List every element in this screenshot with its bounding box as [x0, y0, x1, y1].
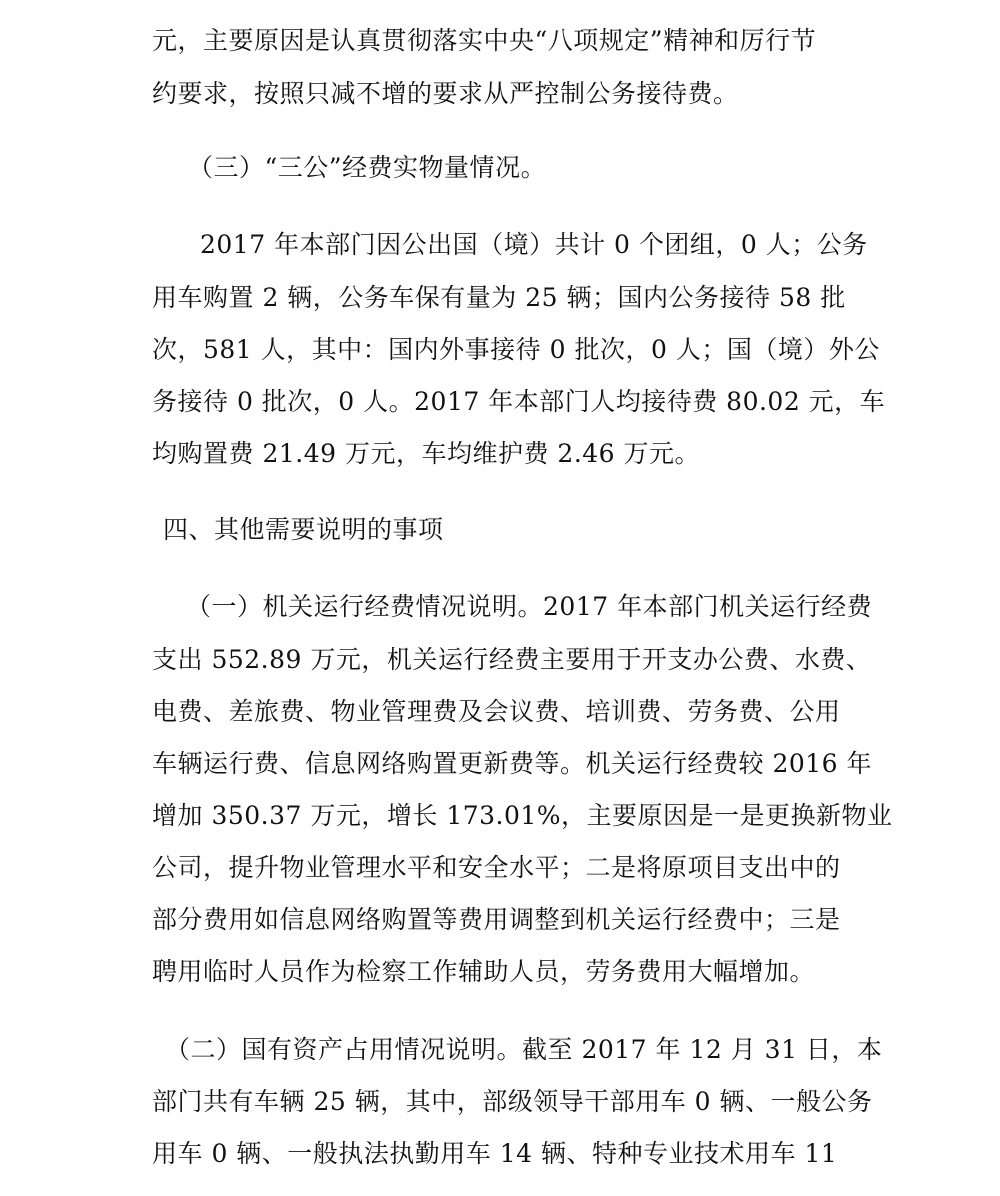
- text-line: 约要求，按照只减不增的要求从严控制公务接待费。: [152, 79, 739, 108]
- text-line: 元，主要原因是认真贯彻落实中央“八项规定”精神和厉行节: [152, 26, 817, 55]
- text-line: （一）机关运行经费情况说明。2017 年本部门机关运行经费: [186, 592, 873, 621]
- text-line: 用车购置 2 辆，公务车保有量为 25 辆；国内公务接待 58 批: [152, 283, 846, 312]
- text-line: 部门共有车辆 25 辆，其中，部级领导干部用车 0 辆、一般公务: [152, 1087, 873, 1116]
- section-heading: 四、其他需要说明的事项: [163, 515, 444, 544]
- text-line: 用车 0 辆、一般执法执勤用车 14 辆、特种专业技术用车 11: [152, 1139, 838, 1168]
- text-line: （二）国有资产占用情况说明。截至 2017 年 12 月 31 日，本: [165, 1035, 883, 1064]
- text-line: 2017 年本部门因公出国（境）共计 0 个团组，0 人；公务: [200, 230, 868, 259]
- text-line: 务接待 0 批次，0 人。2017 年本部门人均接待费 80.02 元，车: [152, 387, 886, 416]
- text-line: 支出 552.89 万元，机关运行经费主要用于开支办公费、水费、: [152, 645, 872, 674]
- text-line: 聘用临时人员作为检察工作辅助人员，劳务费用大幅增加。: [152, 957, 816, 986]
- text-line: 均购置费 21.49 万元，车均维护费 2.46 万元。: [152, 439, 701, 468]
- text-line: 公司，提升物业管理水平和安全水平；二是将原项目支出中的: [152, 853, 841, 882]
- text-line: 电费、差旅费、物业管理费及会议费、培训费、劳务费、公用: [152, 697, 841, 726]
- text-line: 次，581 人，其中：国内外事接待 0 批次，0 人；国（境）外公: [152, 335, 880, 364]
- text-line: 增加 350.37 万元，增长 173.01%，主要原因是一是更换新物业: [152, 801, 893, 830]
- text-line: 部分费用如信息网络购置等费用调整到机关运行经费中；三是: [152, 905, 841, 934]
- text-line: 车辆运行费、信息网络购置更新费等。机关运行经费较 2016 年: [152, 749, 873, 778]
- section-heading: （三）“三公”经费实物量情况。: [188, 153, 547, 182]
